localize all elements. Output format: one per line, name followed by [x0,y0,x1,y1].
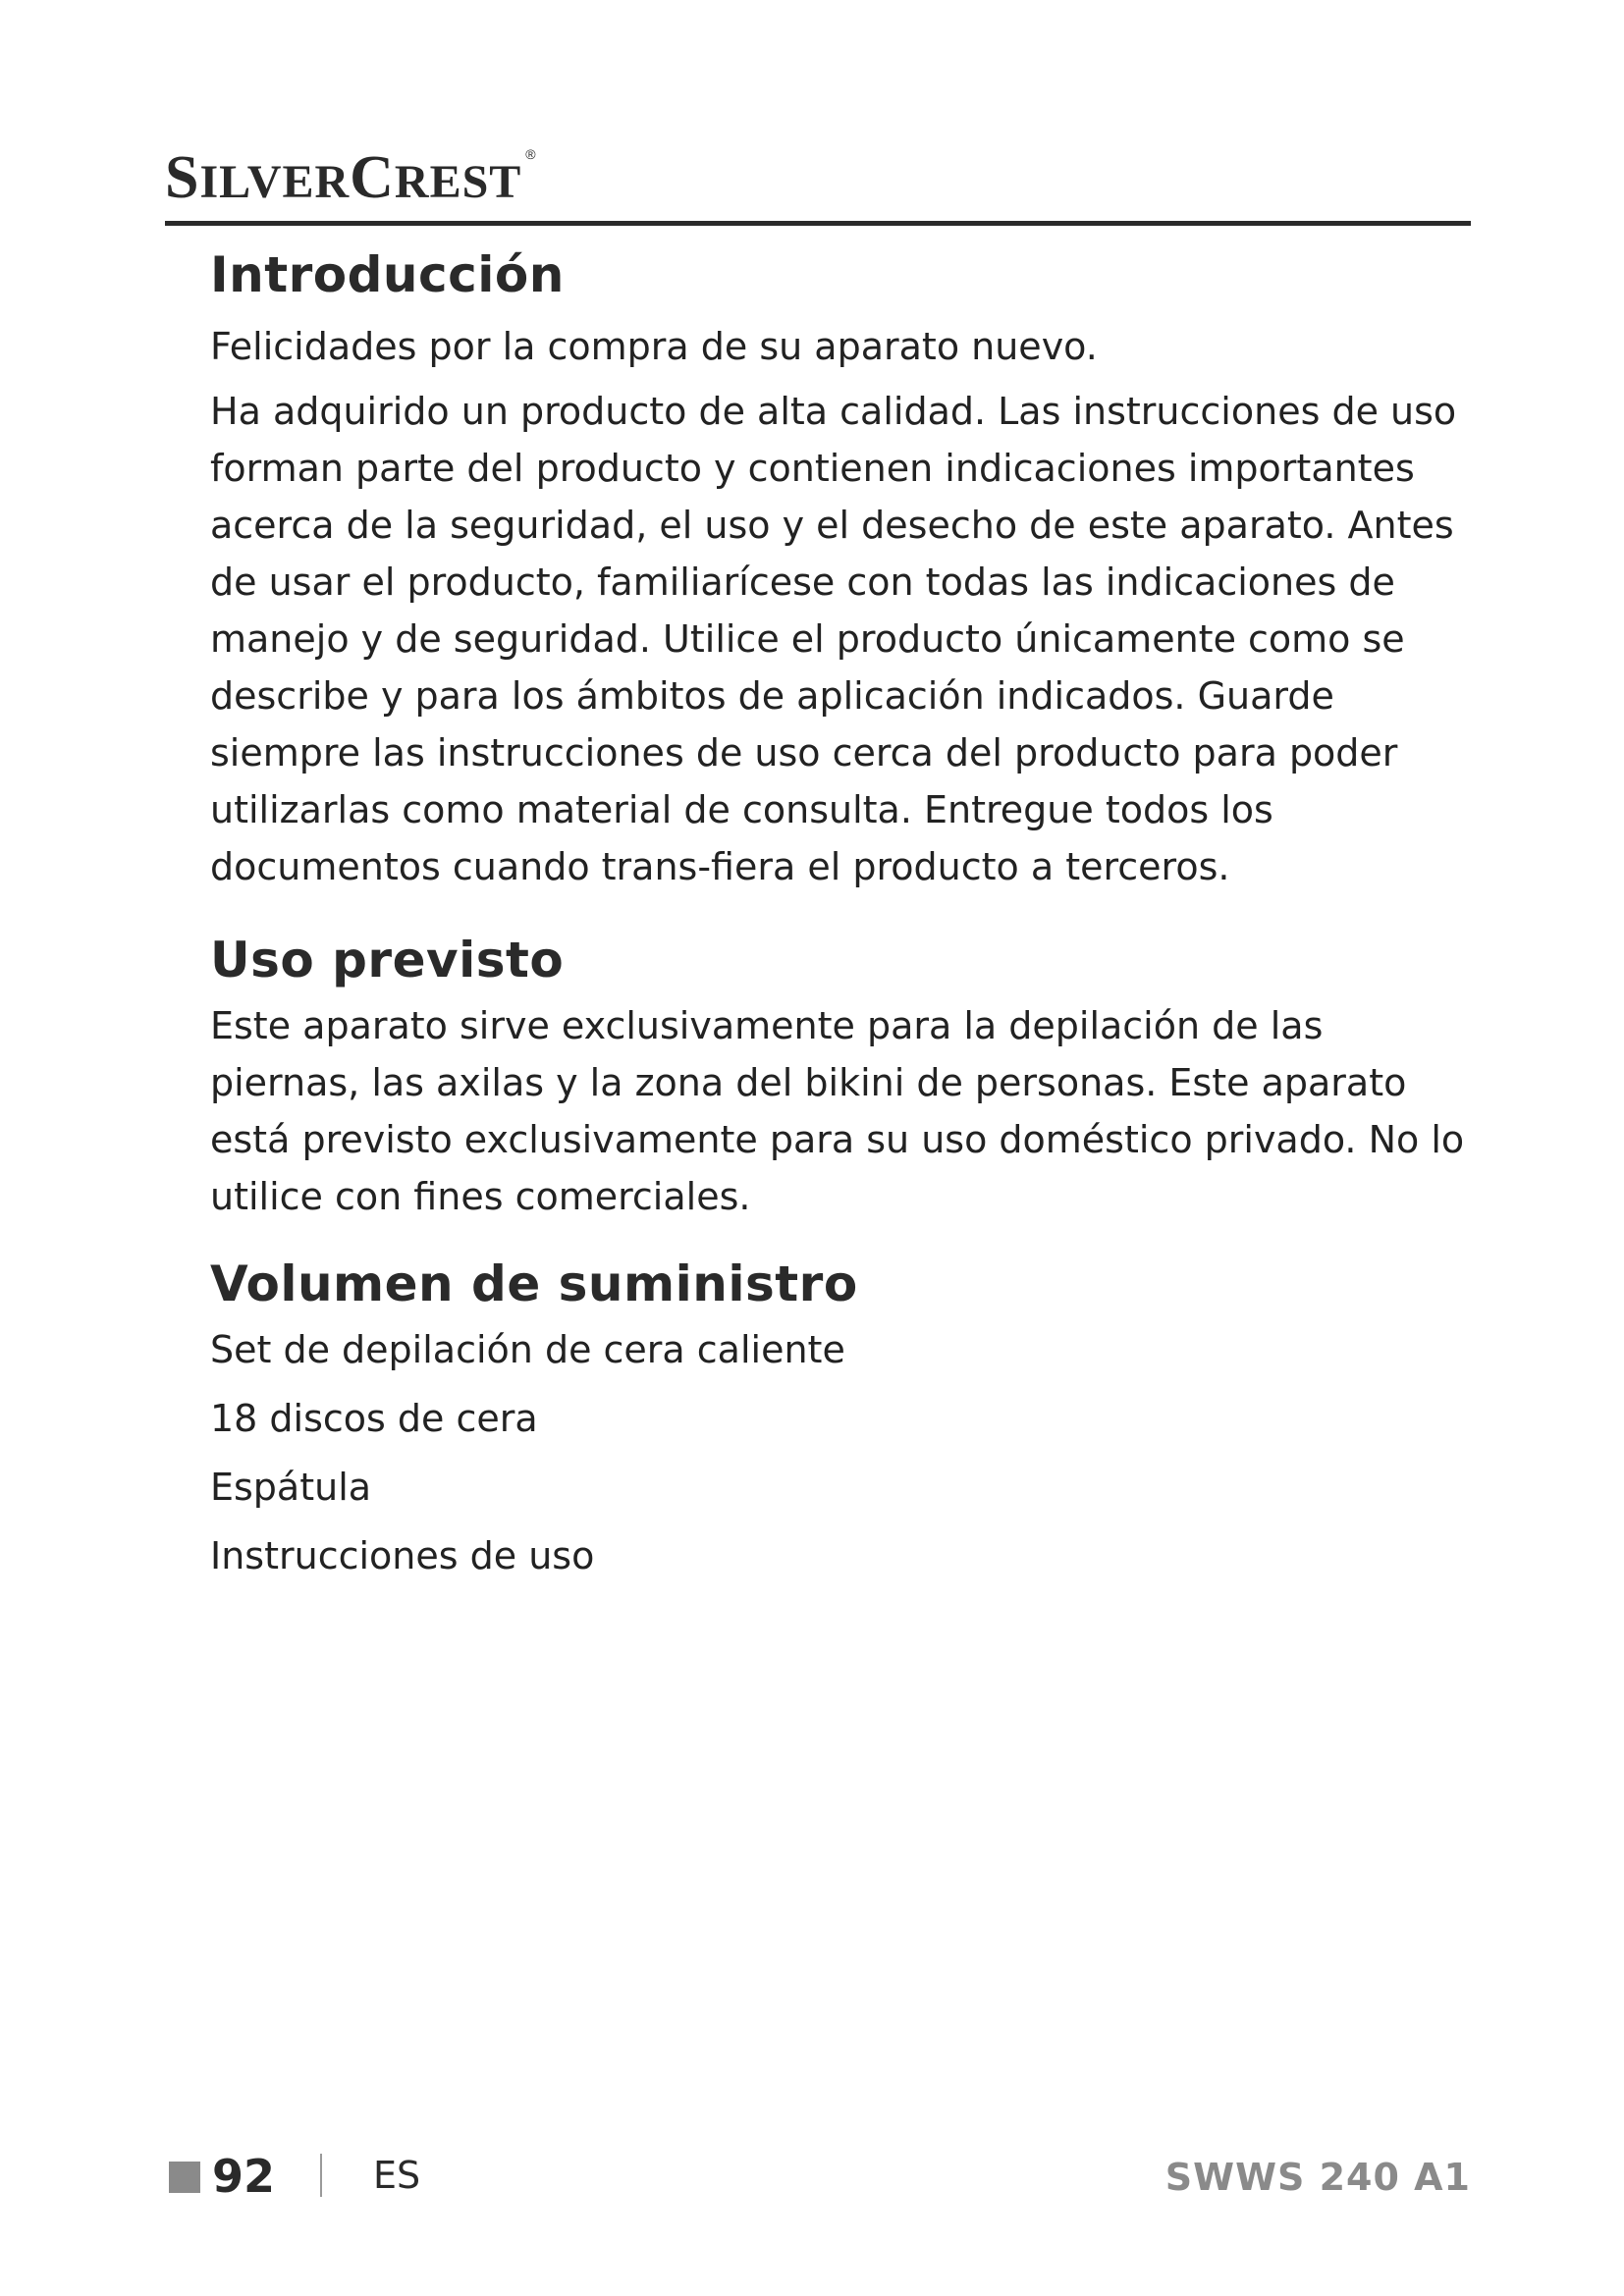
brand-logo [165,144,537,211]
page-marker-square [169,2162,200,2193]
page-content [210,243,1467,1584]
header-divider [165,221,1471,226]
delivery-item: Espátula [210,1466,372,1509]
footer-separator [320,2154,322,2197]
delivery-item: 18 discos de cera [210,1397,538,1440]
model-number: SWWS 240 A1 [1164,2156,1471,2199]
language-code: ES [373,2154,421,2197]
registered-mark: ® [525,146,537,162]
page-number: 92 [212,2150,276,2203]
intro-paragraph-2: Ha adquirido un producto de alta calidad. Las instrucciones de uso forman parte del producto y contienen indicaciones importantes acerca de la seguridad, el uso y el desecho de este aparato. Antes de usar el producto, familiarícese con todas las indicaciones de manejo y de seguridad. Utilice el producto únicamente como se describe y para los ámbitos de aplicación indicados. Guarde siempre las instrucciones de uso cerca del producto para poder utilizarlas como material de consulta. Entregue todos los documentos cuando trans-fiera el producto a terceros. [210,390,1457,888]
brand-initial-s: S [165,144,200,211]
heading-introduccion: Introducción [210,246,565,303]
brand-rest-rest: REST [394,156,522,208]
brand-initial-c: C [350,144,395,211]
heading-uso-previsto: Uso previsto [210,932,565,988]
delivery-item: Instrucciones de uso [210,1534,595,1577]
delivery-item: Set de depilación de cera caliente [210,1328,845,1371]
brand-rest-ilver: ILVER [199,156,351,208]
page-footer [165,2150,1471,2209]
heading-volumen-de-suministro: Volumen de suministro [210,1255,858,1312]
intended-use-paragraph: Este aparato sirve exclusivamente para la depilación de las piernas, las axilas y la zona del bikini de personas. Este aparato está previsto exclusivamente para su uso doméstico privado. No lo utilice con fines comerciales. [210,1004,1465,1218]
intro-paragraph-1: Felicidades por la compra de su aparato nuevo. [210,325,1098,368]
